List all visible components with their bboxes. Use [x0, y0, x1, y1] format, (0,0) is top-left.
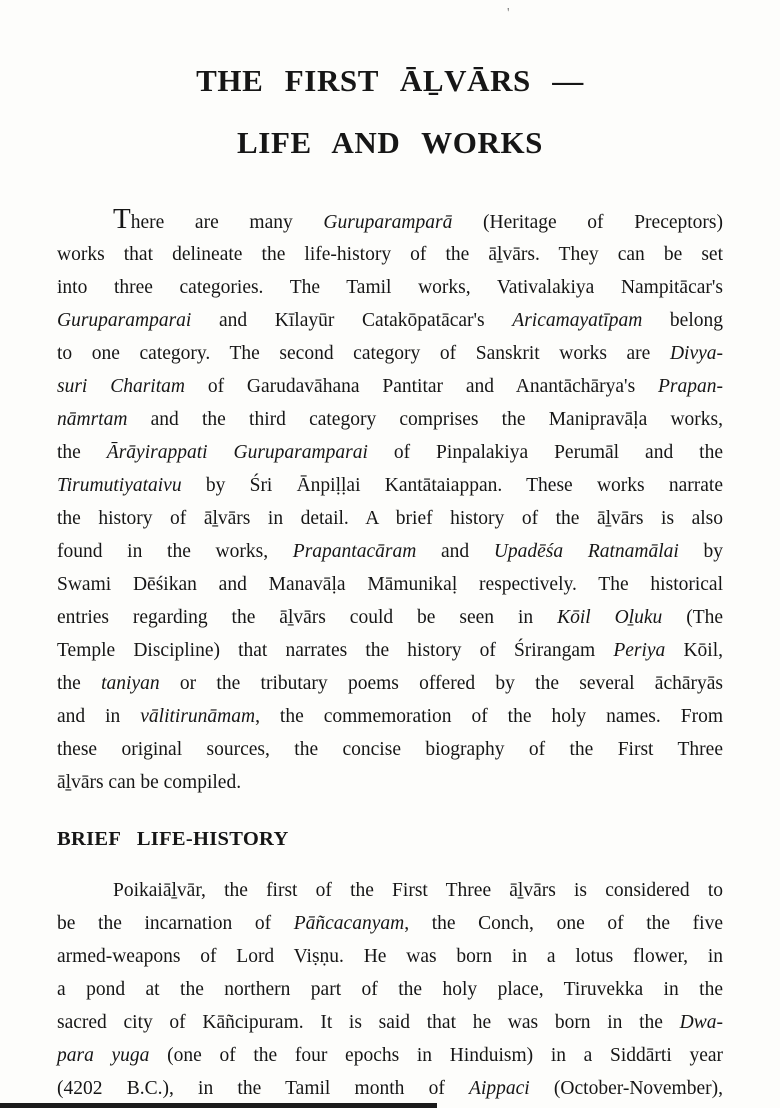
text-line — [57, 1006, 723, 1039]
text-line — [57, 940, 723, 973]
text-line — [57, 634, 723, 667]
text-run: and Kīlayūr Catakōpatācar's — [191, 310, 513, 331]
text-run: (4202 B.C.), in the Tamil month of — [57, 1078, 470, 1099]
text-run: Swami Dēśikan and Manavāḷa Māmunikaḷ respectively. The historical — [57, 574, 723, 595]
text-run: and the third category comprises the Manipravāḷa works, — [127, 409, 723, 430]
paragraph — [57, 874, 723, 1105]
italic-text: Prapantacāram — [292, 541, 417, 562]
italic-text: Guruparamparā — [323, 212, 453, 233]
text-run: and — [416, 541, 494, 562]
italic-text: Aricamayatīpam — [512, 310, 643, 331]
text-run: the — [57, 673, 102, 694]
text-run: āḻvārs can be compiled. — [57, 772, 242, 793]
text-run: Kōil, — [665, 640, 723, 661]
text-run: entries regarding the āḻvārs could be seen in — [57, 607, 558, 628]
text-run: armed-weapons of Lord Viṣṇu. He was born in a lotus flower, in — [57, 946, 723, 967]
text-line — [57, 502, 723, 535]
italic-text: Ārāyirappati Guruparamparai — [106, 442, 368, 463]
italic-text: taniyan — [101, 673, 160, 694]
text-line — [57, 271, 723, 304]
text-run: found in the works, — [57, 541, 293, 562]
text-line — [57, 469, 723, 502]
text-run: of Pinpalakiya Perumāl and the — [367, 442, 723, 463]
paragraph — [57, 205, 723, 799]
text-line — [57, 436, 723, 469]
text-line — [57, 733, 723, 766]
section-heading: BRIEF LIFE-HISTORY — [57, 828, 289, 850]
italic-text: Prapan- — [658, 376, 724, 397]
text-run: (October-November), — [529, 1078, 723, 1099]
text-line — [57, 700, 723, 733]
text-run: a pond at the northern part of the holy place, Tiruvekka in the — [57, 979, 723, 1000]
italic-text: vālitirunāmam — [140, 706, 256, 727]
page-title — [0, 50, 780, 174]
text-line — [57, 304, 723, 337]
italic-text: nāmrtam — [57, 409, 128, 430]
text-run: the — [57, 442, 107, 463]
text-run: (The — [662, 607, 724, 628]
text-line — [57, 535, 723, 568]
italic-text: Periya — [613, 640, 666, 661]
text-run: , the Conch, one of the five — [404, 913, 723, 934]
text-line — [57, 370, 723, 403]
scan-artifact: ' — [507, 6, 510, 21]
text-run: into three categories. The Tamil works, Vativalakiya Nampitācar's — [57, 277, 723, 298]
text-line — [57, 601, 723, 634]
italic-text: Guruparamparai — [57, 310, 192, 331]
italic-text: Tirumutiyataivu — [57, 475, 182, 496]
text-run: works that delineate the life-history of the āḻvārs. They can be set — [57, 244, 723, 265]
text-run: (Heritage of Preceptors) — [452, 212, 723, 233]
text-line — [57, 1039, 723, 1072]
text-run: to one category. The second category of Sanskrit works are — [57, 343, 670, 364]
italic-text: Upadēśa Ratnamālai — [493, 541, 679, 562]
text-line — [57, 403, 723, 436]
italic-text: suri Charitam — [57, 376, 185, 397]
text-run: here are many — [130, 212, 324, 233]
text-run: be the incarnation of — [57, 913, 294, 934]
text-run: by — [678, 541, 724, 562]
text-line — [57, 874, 723, 907]
page-body — [57, 205, 723, 1105]
text-run: and in — [57, 706, 141, 727]
text-run: , the commemoration of the holy names. From — [255, 706, 723, 727]
text-run: (one of the four epochs in Hinduism) in a Siddārti year — [149, 1045, 724, 1066]
italic-text: Divya- — [669, 343, 723, 364]
text-run: of Garudavāhana Pantitar and Anantāchārya's — [184, 376, 659, 397]
page-title-line-2: LIFE AND WORKS — [237, 125, 543, 160]
text-line — [57, 907, 723, 940]
text-line — [57, 238, 723, 271]
italic-text: Kōil Oḻuku — [557, 607, 663, 628]
text-line — [57, 205, 723, 238]
text-line — [57, 337, 723, 370]
scan-edge-artifact — [0, 1103, 437, 1108]
italic-text: Pāñcacanyam — [293, 913, 405, 934]
text-run: the history of āḻvārs in detail. A brief history of the āḻvārs is also — [57, 508, 723, 529]
italic-text: Aippaci — [469, 1078, 530, 1099]
page-title-line-1: THE FIRST ĀḺVĀRS — — [196, 63, 584, 98]
text-run: by Śri Ānpiḷḷai Kantātaiappan. These works narrate — [181, 475, 723, 496]
raised-cap: T — [113, 203, 131, 235]
text-run: or the tributary poems offered by the several āchāryās — [159, 673, 723, 694]
text-run: Poikaiāḻvār, the first of the First Three āḻvārs is considered to — [113, 880, 723, 901]
text-run: sacred city of Kāñcipuram. It is said that he was born in the — [57, 1012, 680, 1033]
text-run: Temple Discipline) that narrates the history of Śrirangam — [57, 640, 614, 661]
text-run: these original sources, the concise biography of the First Three — [57, 739, 723, 760]
italic-text: Dwa- — [679, 1012, 723, 1033]
italic-text: para yuga — [57, 1045, 150, 1066]
text-line — [57, 667, 723, 700]
text-run: belong — [642, 310, 724, 331]
text-line — [57, 1072, 723, 1105]
text-line — [57, 766, 723, 799]
text-line — [57, 973, 723, 1006]
text-line — [57, 568, 723, 601]
